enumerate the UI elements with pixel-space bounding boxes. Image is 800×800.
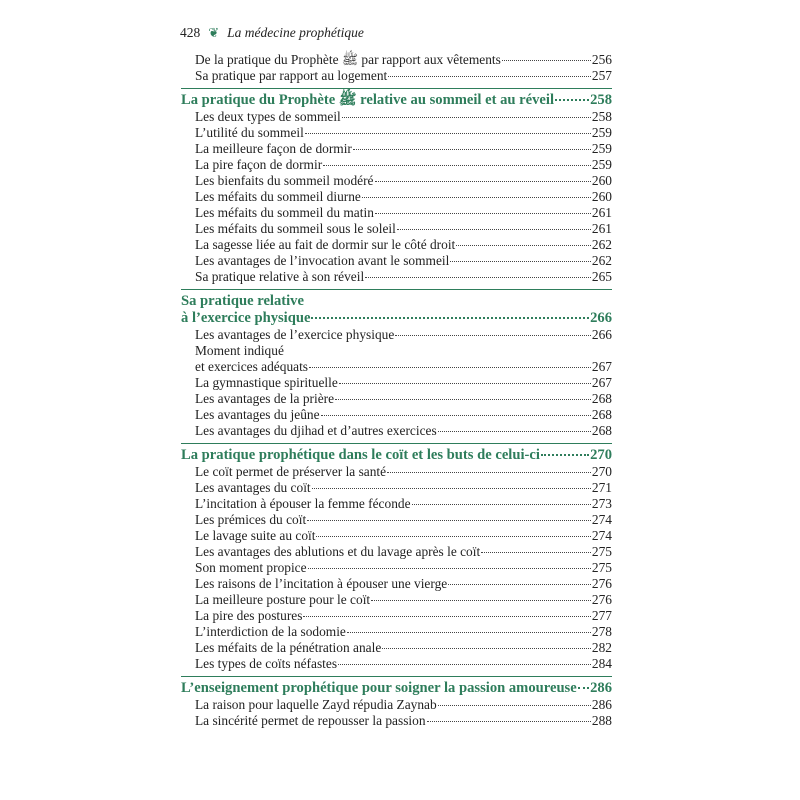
toc-entry-page: 268 xyxy=(591,423,612,438)
toc-entry-label: Les avantages du coït xyxy=(195,480,311,495)
toc-entry-label: Les deux types de sommeil xyxy=(195,109,341,124)
dot-leader xyxy=(342,117,591,118)
toc-entry-label: Son moment propice xyxy=(195,560,307,575)
toc-entry-label: L’interdiction de la sodomie xyxy=(195,624,346,639)
dot-leader xyxy=(450,261,591,262)
toc-entry-page: 261 xyxy=(591,205,612,220)
toc-entry-label: Les types de coïts néfastes xyxy=(195,656,338,671)
dot-leader xyxy=(312,488,591,489)
toc-section-sleep xyxy=(181,88,612,285)
toc-entry[interactable] xyxy=(181,560,612,576)
toc-entry-label: Sa pratique par rapport au logement xyxy=(195,68,388,83)
toc-entry[interactable] xyxy=(181,464,612,480)
dot-leader xyxy=(481,552,591,553)
toc-entry-label: Les avantages du djihad et d’autres exercices xyxy=(195,423,437,438)
toc-entry-label: La pire façon de dormir xyxy=(195,157,323,172)
toc-entry[interactable] xyxy=(181,237,612,253)
toc-entry[interactable] xyxy=(181,624,612,640)
toc-entry-label: L’incitation à épouser la femme féconde xyxy=(195,496,411,511)
toc-entry-page: 286 xyxy=(591,697,612,712)
dot-leader xyxy=(382,648,591,649)
toc-entry-line[interactable]: Moment indiqué xyxy=(195,343,284,358)
toc-entry[interactable] xyxy=(181,68,612,84)
toc-entry-label: La meilleure posture pour le coït xyxy=(195,592,371,607)
toc-entry-label: Les avantages de l’exercice physique xyxy=(195,327,395,342)
toc-entry[interactable] xyxy=(181,375,612,391)
toc-entry-page: 275 xyxy=(591,560,612,575)
toc-entry[interactable] xyxy=(181,221,612,237)
section-heading-line[interactable]: Sa pratique relative xyxy=(181,293,304,309)
toc-entry-label: La pire des postures xyxy=(195,608,303,623)
dot-leader xyxy=(307,520,591,521)
toc-entry-page: 274 xyxy=(591,512,612,527)
dot-leader xyxy=(438,431,591,432)
toc-entry-label: Les bienfaits du sommeil modéré xyxy=(195,173,374,188)
section-heading-page: 258 xyxy=(590,92,612,108)
toc-entry-page: 266 xyxy=(591,327,612,342)
dot-leader xyxy=(323,165,591,166)
dot-leader xyxy=(321,415,591,416)
toc-entry-label: Le coït permet de préserver la santé xyxy=(195,464,387,479)
toc-entry[interactable] xyxy=(181,109,612,125)
section-heading[interactable] xyxy=(181,92,612,109)
toc-entry[interactable] xyxy=(181,528,612,544)
toc-entry[interactable] xyxy=(181,52,612,68)
toc-entry-page: 267 xyxy=(591,375,612,390)
toc-entry[interactable] xyxy=(181,407,612,423)
toc-entry-page: 259 xyxy=(591,125,612,140)
section-heading-page: 286 xyxy=(590,680,612,696)
dot-leader xyxy=(395,335,591,336)
dot-leader xyxy=(387,472,591,473)
toc-entry-page: 262 xyxy=(591,253,612,268)
dot-leader xyxy=(309,367,591,368)
dot-leader xyxy=(316,536,590,537)
dot-leader xyxy=(448,584,591,585)
toc-entry[interactable] xyxy=(181,269,612,285)
toc-entry-label: Les méfaits de la pénétration anale xyxy=(195,640,382,655)
section-heading-label: à l’exercice physique xyxy=(181,310,311,326)
toc-entry-page: 270 xyxy=(591,464,612,479)
dot-leader xyxy=(555,99,589,101)
toc-entry-page: 265 xyxy=(591,269,612,284)
toc-entry[interactable] xyxy=(181,640,612,656)
toc-entry[interactable] xyxy=(181,189,612,205)
toc-entry-page: 260 xyxy=(591,189,612,204)
section-heading-page: 266 xyxy=(590,310,612,326)
toc-entry[interactable] xyxy=(181,173,612,189)
toc-entry-page: 256 xyxy=(591,52,612,67)
toc-entry-page: 257 xyxy=(591,68,612,83)
toc-entry[interactable] xyxy=(181,359,612,375)
toc-entry[interactable] xyxy=(181,141,612,157)
toc-entry-label: De la pratique du Prophète ﷺ par rapport aux vêtements xyxy=(195,52,501,67)
toc-entry-label: Les avantages des ablutions et du lavage après le coït xyxy=(195,544,481,559)
toc-entry-page: 282 xyxy=(591,640,612,655)
toc-entry-label: La sagesse liée au fait de dormir sur le côté droit xyxy=(195,237,456,252)
dot-leader xyxy=(375,181,591,182)
toc-entry-page: 262 xyxy=(591,237,612,252)
toc-entry[interactable] xyxy=(181,157,612,173)
dot-leader xyxy=(427,721,591,722)
toc-entry-label: Les méfaits du sommeil sous le soleil xyxy=(195,221,396,236)
toc-entry-label: Sa pratique relative à son réveil xyxy=(195,269,365,284)
dot-leader xyxy=(303,616,590,617)
toc-entry-page: 267 xyxy=(591,359,612,374)
section-heading-label: La pratique du Prophète ﷺ relative au sommeil et au réveil xyxy=(181,92,555,108)
toc-entry[interactable] xyxy=(181,697,612,713)
toc-entry-page: 276 xyxy=(591,592,612,607)
dot-leader xyxy=(397,229,591,230)
toc-entry-page: 268 xyxy=(591,391,612,406)
toc-entry-page: 261 xyxy=(591,221,612,236)
dot-leader xyxy=(335,399,591,400)
toc-entry[interactable] xyxy=(181,327,612,343)
toc-entry[interactable] xyxy=(181,423,612,439)
toc-entry-page: 274 xyxy=(591,528,612,543)
dot-leader xyxy=(353,149,591,150)
toc-entry[interactable] xyxy=(181,125,612,141)
toc-entry[interactable] xyxy=(181,512,612,528)
ornament-icon: ❦ xyxy=(208,25,220,40)
toc-entry[interactable] xyxy=(181,496,612,512)
toc-entry-label: L’utilité du sommeil xyxy=(195,125,304,140)
dot-leader xyxy=(308,568,591,569)
dot-leader xyxy=(365,277,591,278)
toc-entry-label: La sincérité permet de repousser la passion xyxy=(195,713,426,728)
toc-entry[interactable] xyxy=(181,391,612,407)
dot-leader xyxy=(311,317,589,319)
toc-entry-label: Les prémices du coït xyxy=(195,512,307,527)
toc-entry[interactable] xyxy=(181,205,612,221)
dot-leader xyxy=(305,133,591,134)
toc-entry-label: Les avantages de la prière xyxy=(195,391,335,406)
section-heading[interactable] xyxy=(181,447,612,464)
toc-section-coitus xyxy=(181,443,612,672)
toc-entry-page: 284 xyxy=(591,656,612,671)
toc-entry-label: et exercices adéquats xyxy=(195,359,309,374)
toc-entry-page: 271 xyxy=(591,480,612,495)
section-heading[interactable] xyxy=(181,680,612,697)
toc-entry-label: Les méfaits du sommeil diurne xyxy=(195,189,361,204)
dot-leader xyxy=(456,245,591,246)
dot-leader xyxy=(371,600,591,601)
toc-entry-label: Le lavage suite au coït xyxy=(195,528,316,543)
toc-entry-page: 277 xyxy=(591,608,612,623)
toc-entry-label: La raison pour laquelle Zayd répudia Zaynab xyxy=(195,697,437,712)
toc-section-exercise xyxy=(181,289,612,439)
dot-leader xyxy=(375,213,591,214)
dot-leader xyxy=(388,76,591,77)
running-header xyxy=(180,22,364,44)
section-heading[interactable] xyxy=(181,310,612,327)
toc-entry[interactable] xyxy=(181,253,612,269)
dot-leader xyxy=(438,705,591,706)
toc-entry[interactable] xyxy=(181,592,612,608)
toc-entry-page: 276 xyxy=(591,576,612,591)
toc-entry[interactable] xyxy=(181,544,612,560)
toc-entry-page: 258 xyxy=(591,109,612,124)
toc-entry-label: Les avantages de l’invocation avant le sommeil xyxy=(195,253,450,268)
toc-entry[interactable] xyxy=(181,713,612,729)
table-of-contents xyxy=(181,52,612,729)
toc-entry-page: 268 xyxy=(591,407,612,422)
toc-entry-label: La gymnastique spirituelle xyxy=(195,375,338,390)
toc-entry-page: 259 xyxy=(591,157,612,172)
toc-entry[interactable] xyxy=(181,480,612,496)
toc-entry-page: 260 xyxy=(591,173,612,188)
running-title: La médecine prophétique xyxy=(227,25,364,40)
dot-leader xyxy=(347,632,591,633)
toc-entry[interactable] xyxy=(181,576,612,592)
dot-leader xyxy=(339,383,591,384)
section-heading-label: L’enseignement prophétique pour soigner la passion amoureuse xyxy=(181,680,577,696)
toc-entry-page: 273 xyxy=(591,496,612,511)
toc-entry-label: Les raisons de l’incitation à épouser une vierge xyxy=(195,576,448,591)
section-heading-label: La pratique prophétique dans le coït et les buts de celui-ci xyxy=(181,447,540,463)
toc-entry-label: Les avantages du jeûne xyxy=(195,407,320,422)
toc-entry-page: 278 xyxy=(591,624,612,639)
toc-entry-page: 259 xyxy=(591,141,612,156)
toc-entry-label: Les méfaits du sommeil du matin xyxy=(195,205,374,220)
toc-entry[interactable] xyxy=(181,608,612,624)
dot-leader xyxy=(502,60,591,61)
toc-section-passion xyxy=(181,676,612,729)
toc-entry-page: 275 xyxy=(591,544,612,559)
dot-leader xyxy=(412,504,591,505)
dot-leader xyxy=(578,687,589,689)
page-number: 428 xyxy=(180,25,201,40)
section-heading-page: 270 xyxy=(590,447,612,463)
toc-entry-label: La meilleure façon de dormir xyxy=(195,141,352,156)
dot-leader xyxy=(338,664,591,665)
toc-entry[interactable] xyxy=(181,656,612,672)
dot-leader xyxy=(541,454,589,456)
toc-entry-page: 288 xyxy=(591,713,612,728)
dot-leader xyxy=(362,197,591,198)
